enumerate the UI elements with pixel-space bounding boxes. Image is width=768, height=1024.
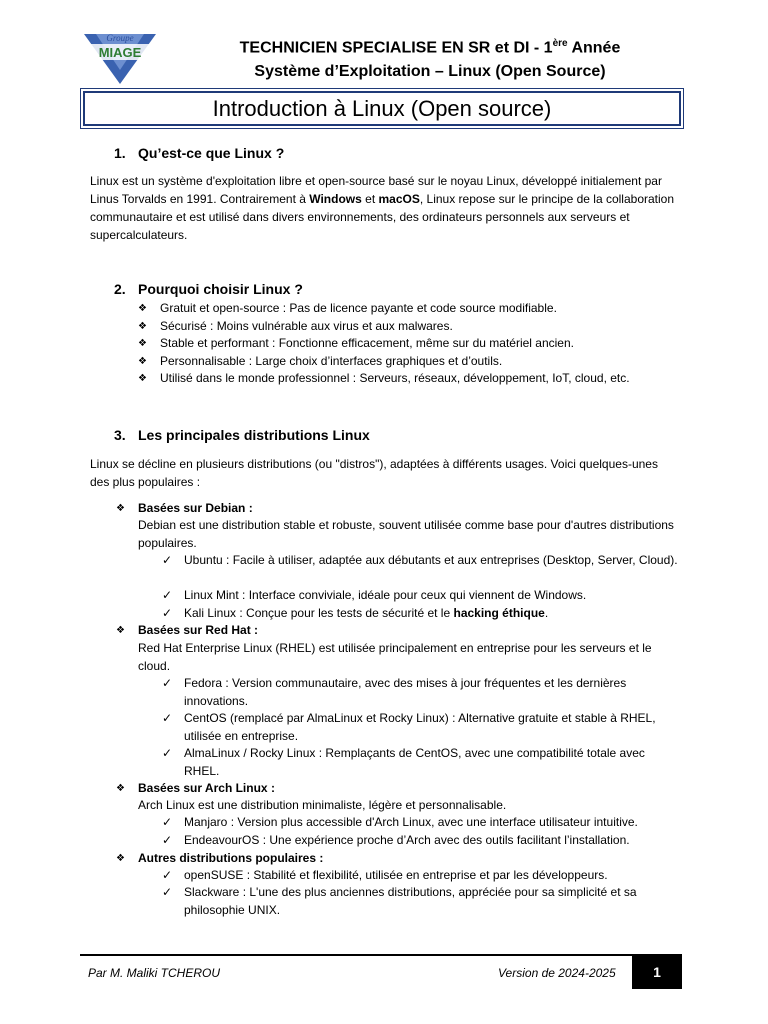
diamond-bullet-icon: ❖	[138, 356, 147, 367]
footer-author: Par M. Maliki TCHEROU	[88, 966, 221, 980]
check-icon: ✓	[162, 606, 173, 620]
debian-heading: ❖ Basées sur Debian :	[138, 500, 253, 518]
list-item: ✓ Ubuntu : Facile à utiliser, adaptée aux débutants et aux entreprises (Desktop, Server, Cloud).	[184, 552, 678, 570]
diamond-bullet-icon: ❖	[138, 373, 147, 384]
check-icon: ✓	[162, 746, 173, 760]
diamond-bullet-icon: ❖	[138, 338, 147, 349]
list-item: ❖ Personnalisable : Large choix d’interfaces graphiques et d’outils.	[160, 353, 502, 371]
check-icon: ✓	[162, 833, 173, 847]
check-icon: ✓	[162, 885, 173, 899]
title-box	[80, 88, 684, 129]
check-icon: ✓	[162, 815, 173, 829]
list-item: ✓ Slackware : L'une des plus anciennes distributions, appréciée pour sa simplicité et sa philosophie UNIX.	[162, 885, 637, 917]
check-icon: ✓	[162, 588, 173, 602]
list-item: ✓ CentOS (remplacé par AlmaLinux et Rocky Linux) : Alternative gratuite et stable à RHEL, utilisée en entreprise.	[162, 711, 656, 743]
list-item: ❖ Gratuit et open-source : Pas de licence payante et code source modifiable.	[160, 300, 557, 318]
miage-logo	[82, 30, 158, 86]
list-item: ✓ Manjaro : Version plus accessible d'Arch Linux, avec une interface utilisateur intuitive.	[184, 814, 678, 832]
logo-top-text: Groupe	[106, 33, 134, 43]
page-title: Introduction à Linux (Open source)	[83, 91, 681, 126]
section-3-intro: Linux se décline en plusieurs distributions (ou "distros"), adaptées à différents usages. Voici quelques-unes des plus populaires :	[90, 457, 658, 489]
list-item: ✓ openSUSE : Stabilité et flexibilité, utilisée en entreprise et par les développeurs.	[184, 867, 678, 885]
diamond-bullet-icon: ❖	[116, 503, 125, 514]
list-item: ✓ EndeavourOS : Une expérience proche d’Arch avec des outils facilitant l’installation.	[184, 832, 678, 850]
footer-divider	[80, 954, 682, 956]
section-1-heading: 1. Qu’est-ce que Linux ?	[114, 145, 285, 161]
arch-heading: ❖ Basées sur Arch Linux :	[138, 780, 275, 798]
section-2-heading: 2. Pourquoi choisir Linux ?	[114, 281, 303, 297]
list-item: ✓ Fedora : Version communautaire, avec des mises à jour fréquentes et les dernières innovations.	[162, 676, 627, 708]
diamond-bullet-icon: ❖	[138, 303, 147, 314]
check-icon: ✓	[162, 676, 173, 690]
diamond-bullet-icon: ❖	[116, 783, 125, 794]
section-3-heading: 3. Les principales distributions Linux	[114, 427, 370, 443]
arch-description: Arch Linux est une distribution minimaliste, légère et personnalisable.	[138, 798, 507, 812]
diamond-bullet-icon: ❖	[116, 625, 125, 636]
redhat-description: Red Hat Enterprise Linux (RHEL) est utilisée principalement en entreprise pour les serveurs et le cloud.	[138, 641, 652, 673]
list-item: ❖ Stable et performant : Fonctionne efficacement, même sur du matériel ancien.	[160, 335, 574, 353]
section-1-paragraph: Linux est un système d'exploitation libre et open-source basé sur le noyau Linux, développé initialement par Linus Torvalds en 1991. Contrairement à Windows et macOS, Linux repose sur le principe de la collaboration communautaire et est utilisé dans divers environnements, des ordinateurs personnels aux serveurs et supercalculateurs.	[90, 174, 675, 242]
header-line-2: Système d’Exploitation – Linux (Open Source)	[254, 63, 606, 80]
list-item: ✓ AlmaLinux / Rocky Linux : Remplaçants de CentOS, avec une compatibilité totale avec RHEL.	[162, 746, 645, 778]
diamond-bullet-icon: ❖	[138, 321, 147, 332]
check-icon: ✓	[162, 868, 173, 882]
redhat-heading: ❖ Basées sur Red Hat :	[138, 622, 258, 640]
list-item: ✓ Kali Linux : Conçue pour les tests de sécurité et le hacking éthique.	[184, 605, 678, 623]
diamond-bullet-icon: ❖	[116, 853, 125, 864]
debian-description: Debian est une distribution stable et robuste, souvent utilisée comme base pour d'autres distributions populaires.	[138, 518, 674, 550]
header-line-1: TECHNICIEN SPECIALISE EN SR et DI - 1ère Année	[239, 38, 621, 57]
list-item: ❖ Utilisé dans le monde professionnel : Serveurs, réseaux, développement, IoT, cloud, etc.	[160, 370, 630, 388]
check-icon: ✓	[162, 553, 173, 567]
check-icon: ✓	[162, 711, 173, 725]
list-item: ✓ Linux Mint : Interface conviviale, idéale pour ceux qui viennent de Windows.	[184, 587, 678, 605]
others-heading: ❖ Autres distributions populaires :	[138, 850, 323, 868]
page-number: 1	[632, 955, 682, 989]
footer-version: Version de 2024-2025	[498, 966, 616, 980]
list-item: ❖ Sécurisé : Moins vulnérable aux virus et aux malwares.	[160, 318, 453, 336]
logo-main-text: MIAGE	[98, 45, 142, 60]
